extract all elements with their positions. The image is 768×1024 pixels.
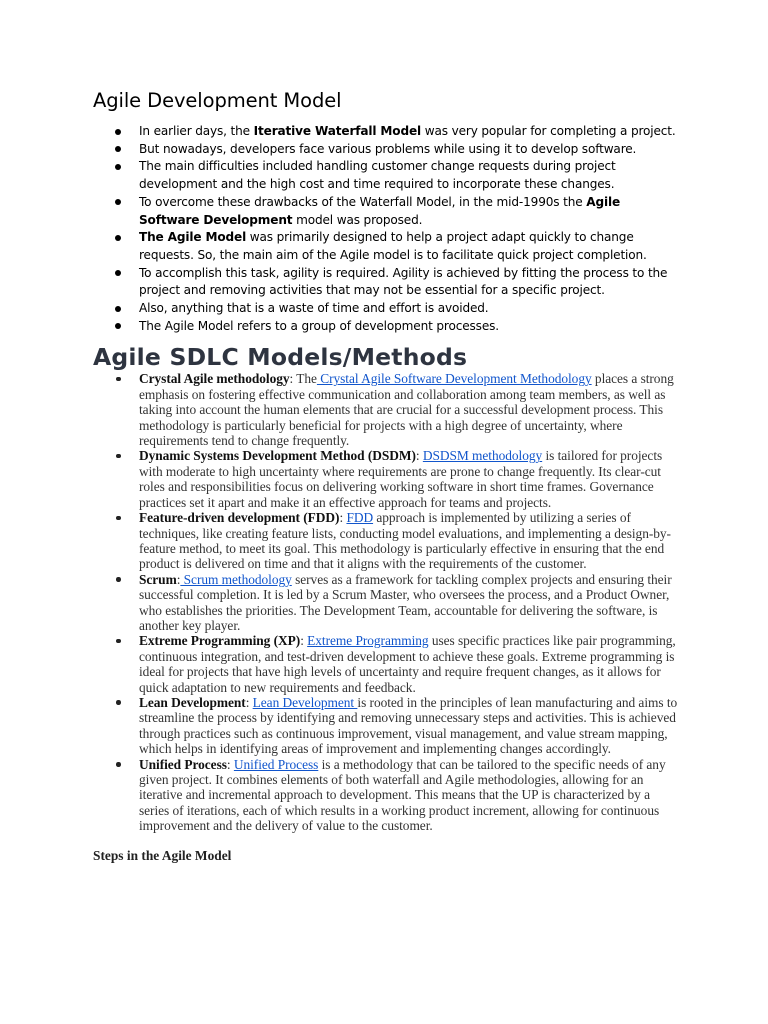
section-heading-methods: Agile SDLC Models/Methods (93, 343, 468, 372)
method-link[interactable]: Scrum methodology (180, 571, 292, 587)
document-page (93, 88, 683, 864)
method-term: Crystal Agile methodology (139, 371, 290, 387)
list-item: Scrum: Scrum methodology serves as a framework for tackling complex projects and ensuring their successful completion. It is led by a Scrum Master, who oversees the process, and a Product Owner, who establishes the priorities. The Development Team, accountable for delivering the software, is another key player. (93, 572, 683, 634)
method-link[interactable]: Unified Process (233, 756, 319, 772)
method-term: Dynamic Systems Development Method (DSDM) (139, 448, 416, 464)
method-link[interactable]: Crystal Agile Software Development Methodology (316, 371, 592, 387)
method-term: Feature-driven development (FDD) (139, 510, 340, 526)
page-title: Agile Development Model (93, 89, 342, 112)
list-item: But nowadays, developers face various problems while using it to develop software. (93, 141, 683, 159)
list-item: The Agile Model refers to a group of development processes. (93, 318, 683, 336)
method-link[interactable]: Lean Development (252, 694, 358, 710)
list-item: Crystal Agile methodology: The Crystal Agile Software Development Methodology places a strong emphasis on fostering effective communication and collaboration among team members, as well as taking into account the human elements that are crucial for a successful development process. This methodology is particularly beneficial for projects with a high degree of uncertainty, where requirements tend to change frequently. (93, 371, 683, 448)
method-link[interactable]: FDD (346, 510, 374, 526)
list-item: The Agile Model was primarily designed to help a project adapt quickly to change requests. So, the main aim of the Agile model is to facilitate quick project completion. (93, 229, 683, 264)
method-term: Lean Development (139, 694, 246, 710)
method-link[interactable]: Extreme Programming (307, 633, 429, 649)
list-item: Feature-driven development (FDD): FDD approach is implemented by utilizing a series of techniques, like creating feature lists, conducting model evaluations, and implementing a design-by-feature method, to meet its goal. This methodology is particularly effective in ensuring that the end product is delivered on time and that it aligns with the requirements of the customer. (93, 510, 683, 572)
intro-list (93, 123, 683, 335)
list-item: Lean Development: Lean Development is rooted in the principles of lean manufacturing and aims to streamline the process by identifying and removing unnecessary steps and activities. This is achieved through practices such as continuous improvement, visual management, and value stream mapping, which helps in identifying areas of improvement and implementing changes accordingly. (93, 695, 683, 757)
list-item: The main difficulties included handling customer change requests during project development and the high cost and time required to incorporate these changes. (93, 158, 683, 193)
section-heading-steps: Steps in the Agile Model (93, 847, 232, 863)
list-item: Unified Process: Unified Process is a methodology that can be tailored to the specific needs of any given project. It combines elements of both waterfall and Agile methodologies, allowing for an iterative and incremental approach to development. This means that the UP is characterized by a series of iterations, each of which results in a working product increment, allowing for continuous improvement and the delivery of value to the customer. (93, 757, 683, 834)
list-item: To accomplish this task, agility is required. Agility is achieved by fitting the process to the project and removing activities that may not be essential for a specific project. (93, 265, 683, 300)
list-item: In earlier days, the Iterative Waterfall Model was very popular for completing a project. (93, 123, 683, 141)
method-link[interactable]: DSDSM methodology (422, 448, 543, 464)
method-term: Scrum (139, 571, 177, 587)
list-item: Dynamic Systems Development Method (DSDM): DSDSM methodology is tailored for projects with moderate to high uncertainty where requirements are prone to change frequently. Its clear-cut roles and responsibilities focus on delivering working software in short time frames. Governance practices set it apart and make it an effective approach for teams and projects. (93, 448, 683, 510)
methods-list (93, 371, 683, 833)
list-item: Also, anything that is a waste of time and effort is avoided. (93, 300, 683, 318)
list-item: Extreme Programming (XP): Extreme Programming uses specific practices like pair programming, continuous integration, and test-driven development to achieve these goals. Extreme programming is ideal for projects that have high levels of uncertainty and require frequent changes, as it allows for quick adaptation to new requirements and feedback. (93, 633, 683, 695)
list-item: To overcome these drawbacks of the Waterfall Model, in the mid-1990s the Agile Software Development model was proposed. (93, 194, 683, 229)
method-term: Extreme Programming (XP) (139, 633, 301, 649)
method-term: Unified Process (139, 756, 227, 772)
